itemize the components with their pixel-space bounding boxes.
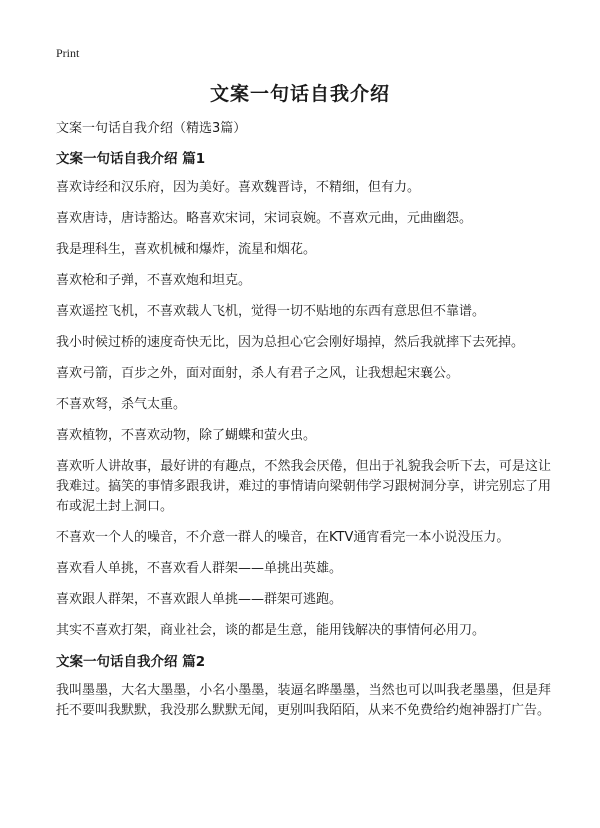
- paragraph: 喜欢植物，不喜欢动物，除了蝴蝶和萤火虫。: [56, 428, 317, 443]
- paragraph: 我小时候过桥的速度奇快无比，因为总担心它会刚好塌掉，然后我就摔下去死掉。: [56, 335, 525, 350]
- paragraph: 喜欢唐诗，唐诗豁达。略喜欢宋词，宋词哀婉。不喜欢元曲，元曲幽怨。: [56, 211, 473, 226]
- page-title: 文案一句话自我介绍: [209, 83, 390, 105]
- print-label: Print: [56, 46, 80, 60]
- paragraph: 喜欢诗经和汉乐府，因为美好。喜欢魏晋诗，不精细，但有力。: [56, 180, 421, 195]
- paragraph: 喜欢遥控飞机，不喜欢载人飞机，觉得一切不贴地的东西有意思但不靠谱。: [56, 304, 486, 319]
- paragraph: 喜欢看人单挑，不喜欢看人群架——单挑出英雄。: [56, 561, 343, 576]
- paragraph: 喜欢弓箭，百步之外，面对面射，杀人有君子之风，让我想起宋襄公。: [56, 366, 460, 381]
- paragraph: 不喜欢弩，杀气太重。: [56, 397, 187, 412]
- paragraph: 我是理科生，喜欢机械和爆炸，流星和烟花。: [56, 242, 317, 257]
- paragraph: 喜欢跟人群架，不喜欢跟人单挑——群架可逃跑。: [56, 592, 343, 607]
- paragraph: 不喜欢一个人的噪音，不介意一群人的噪音，在KTV通宵看完一本小说没压力。: [56, 530, 510, 545]
- paragraph: 喜欢听人讲故事，最好讲的有趣点，不然我会厌倦，但出于礼貌我会听下去，可是这让我难过。搞笑的事情多跟我讲，难过的事情请向梁朝伟学习跟树洞分享，讲完别忘了用布或泥土封上洞口。: [56, 459, 551, 514]
- paragraph: 我叫墨墨，大名大墨墨，小名小墨墨，装逼名晔墨墨，当然也可以叫我老墨墨，但是拜托不要叫我默默，我没那么默默无闻，更别叫我陌陌，从来不免费给约炮神器打广告。: [56, 683, 551, 718]
- section-heading-2: 文案一句话自我介绍 篇2: [56, 654, 206, 670]
- document-subtitle: 文案一句话自我介绍（精选3篇）: [56, 121, 247, 136]
- paragraph: 喜欢枪和子弹，不喜欢炮和坦克。: [56, 273, 252, 288]
- paragraph: 其实不喜欢打架，商业社会，谈的都是生意，能用钱解决的事情何必用刀。: [56, 623, 486, 638]
- section-heading-1: 文案一句话自我介绍 篇1: [56, 151, 206, 167]
- document-body: [56, 119, 551, 732]
